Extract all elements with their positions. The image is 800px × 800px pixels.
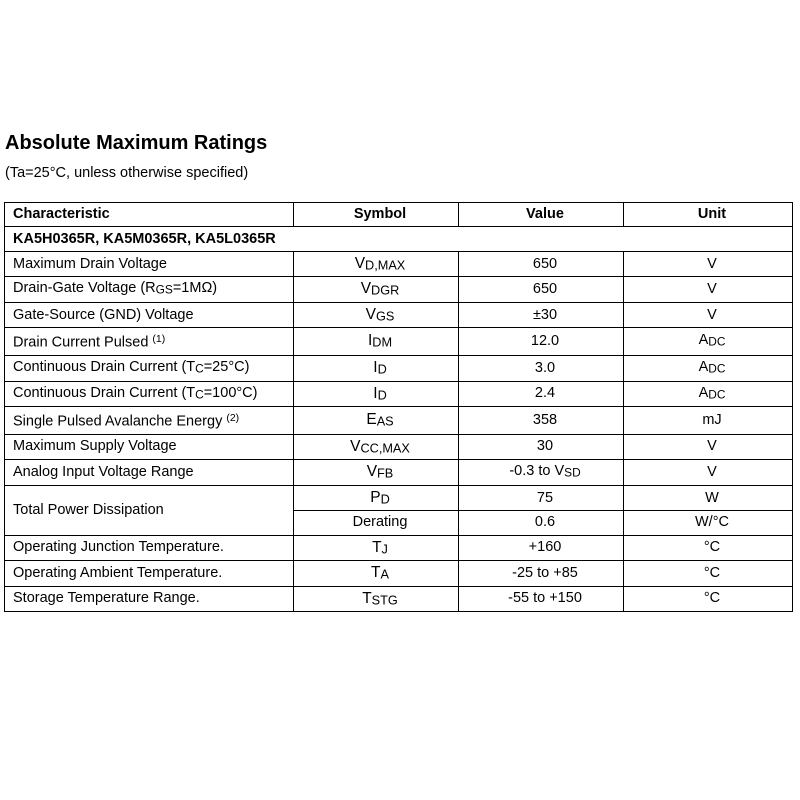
page-subtitle: (Ta=25°C, unless otherwise specified) — [5, 165, 249, 181]
symbol-cell — [294, 302, 459, 328]
table-row — [5, 277, 793, 303]
symbol-cell — [294, 535, 459, 561]
unit-text: V — [707, 306, 717, 323]
table-row — [5, 586, 793, 612]
header-value: Value — [459, 203, 624, 227]
symbol-text: I — [373, 359, 378, 377]
unit-cell: °C — [624, 586, 793, 612]
value-cell — [459, 460, 624, 486]
value-text: 30 — [536, 438, 554, 455]
value-text: -0.3 to V — [509, 463, 565, 480]
unit-cell: W — [624, 485, 793, 511]
unit-subscript: DC — [708, 361, 726, 376]
symbol-cell — [294, 356, 459, 382]
unit-cell: W/°C — [624, 511, 793, 535]
footnote-ref: (2) — [226, 413, 240, 425]
value-cell: 0.6 — [459, 511, 624, 535]
symbol-cell — [294, 434, 459, 460]
device-group-label: KA5H0365R, KA5M0365R, KA5L0365R — [5, 227, 793, 251]
characteristic-cell — [5, 407, 294, 435]
unit-cell — [624, 302, 793, 328]
symbol-subscript: D,MAX — [365, 257, 406, 273]
ratings-table — [4, 202, 793, 612]
symbol-text: Derating — [352, 514, 408, 531]
symbol-subscript: GS — [375, 308, 395, 324]
symbol-subscript: D — [377, 361, 387, 377]
symbol-subscript: D — [380, 491, 390, 507]
value-subscript: SD — [564, 465, 581, 480]
symbol-text: V — [365, 305, 376, 323]
characteristic-cell — [5, 381, 294, 407]
characteristic-tail: =100°C) — [203, 384, 258, 401]
symbol-subscript: CC,MAX — [360, 440, 410, 456]
value-cell — [459, 381, 624, 407]
symbol-cell — [294, 511, 459, 535]
ratings-table-body — [5, 227, 793, 612]
characteristic-text: Maximum Supply Voltage — [13, 438, 177, 455]
table-row — [5, 407, 793, 435]
symbol-text: V — [354, 254, 366, 272]
characteristic-tail: =25°C) — [203, 359, 250, 376]
unit-cell — [624, 460, 793, 486]
value-text: 3.0 — [534, 359, 556, 376]
unit-text: A — [698, 359, 709, 376]
unit-text: V — [707, 464, 717, 480]
footnote-ref: (1) — [152, 334, 166, 346]
table-row — [5, 485, 793, 511]
characteristic-cell: Total Power Dissipation — [5, 485, 294, 535]
unit-cell — [624, 407, 793, 435]
table-row — [5, 535, 793, 561]
symbol-text: E — [366, 411, 377, 429]
characteristic-text: Single Pulsed Avalanche Energy — [13, 413, 227, 430]
value-cell: -25 to +85 — [459, 561, 624, 587]
unit-subscript: DC — [708, 334, 726, 349]
symbol-cell — [294, 561, 459, 587]
characteristic-text: Drain-Gate Voltage (R — [13, 280, 156, 297]
value-text: 650 — [532, 281, 558, 298]
value-text: 12.0 — [530, 333, 560, 350]
symbol-text: I — [367, 332, 373, 350]
characteristic-cell — [5, 251, 294, 277]
value-cell — [459, 302, 624, 328]
unit-cell — [624, 434, 793, 460]
characteristic-text: Continuous Drain Current (T — [13, 359, 196, 376]
symbol-subscript: D — [377, 387, 387, 403]
page-title: Absolute Maximum Ratings — [5, 132, 268, 154]
value-cell — [459, 407, 624, 435]
symbol-subscript: J — [381, 541, 388, 557]
symbol-subscript: AS — [376, 413, 394, 429]
characteristic-subscript: C — [195, 361, 204, 376]
unit-subscript: DC — [708, 387, 726, 401]
table-row — [5, 328, 793, 356]
unit-text: V — [707, 438, 717, 455]
characteristic-cell — [5, 434, 294, 460]
table-row — [5, 302, 793, 328]
characteristic-cell — [5, 460, 294, 486]
unit-cell — [624, 277, 793, 303]
unit-text: V — [707, 255, 717, 272]
symbol-subscript: A — [380, 566, 389, 582]
symbol-text: V — [360, 280, 372, 298]
unit-cell — [624, 251, 793, 277]
characteristic-cell — [5, 302, 294, 328]
symbol-text: T — [371, 564, 381, 582]
unit-cell — [624, 356, 793, 382]
characteristic-text: Gate-Source (GND) Voltage — [13, 306, 194, 323]
characteristic-cell — [5, 277, 294, 303]
characteristic-text: Drain Current Pulsed — [13, 335, 153, 352]
characteristic-cell — [5, 328, 294, 356]
unit-text: A — [698, 384, 709, 401]
symbol-cell — [294, 251, 459, 277]
symbol-subscript: DM — [372, 334, 393, 350]
symbol-cell — [294, 485, 459, 511]
symbol-cell — [294, 586, 459, 612]
unit-text: V — [707, 281, 717, 298]
value-cell — [459, 328, 624, 356]
characteristic-cell: Storage Temperature Range. — [5, 586, 294, 612]
table-row — [5, 561, 793, 587]
symbol-cell — [294, 460, 459, 486]
header-unit: Unit — [624, 203, 793, 227]
unit-cell: °C — [624, 535, 793, 561]
symbol-text: I — [373, 384, 378, 402]
table-row — [5, 356, 793, 382]
symbol-subscript: DGR — [371, 282, 400, 298]
header-characteristic: Characteristic — [5, 203, 294, 227]
symbol-cell — [294, 381, 459, 407]
unit-cell — [624, 328, 793, 356]
symbol-cell — [294, 407, 459, 435]
value-cell — [459, 356, 624, 382]
characteristic-cell — [5, 356, 294, 382]
symbol-cell — [294, 328, 459, 356]
characteristic-tail: =1MΩ) — [172, 280, 218, 297]
table-row — [5, 460, 793, 486]
value-text: 358 — [532, 411, 558, 428]
value-text: 2.4 — [534, 385, 556, 402]
unit-text: A — [698, 332, 709, 349]
characteristic-text: Maximum Drain Voltage — [13, 255, 167, 272]
group-row — [5, 227, 793, 251]
characteristic-subscript: GS — [155, 282, 173, 297]
symbol-text: V — [350, 437, 361, 455]
value-text: ±30 — [532, 306, 558, 323]
table-row — [5, 251, 793, 277]
characteristic-cell: Operating Ambient Temperature. — [5, 561, 294, 587]
characteristic-cell: Operating Junction Temperature. — [5, 535, 294, 561]
header-row — [5, 203, 793, 227]
value-cell — [459, 251, 624, 277]
table-row — [5, 434, 793, 460]
symbol-text: T — [372, 538, 382, 556]
value-cell: -55 to +150 — [459, 586, 624, 612]
value-cell: 75 — [459, 485, 624, 511]
value-cell: +160 — [459, 535, 624, 561]
unit-text: mJ — [702, 411, 722, 428]
table-row — [5, 381, 793, 407]
header-symbol: Symbol — [294, 203, 459, 227]
unit-cell — [624, 381, 793, 407]
characteristic-text: Analog Input Voltage Range — [13, 464, 194, 480]
symbol-subscript: STG — [371, 592, 398, 608]
symbol-text: P — [370, 488, 381, 506]
symbol-subscript: FB — [377, 465, 394, 481]
value-cell — [459, 434, 624, 460]
value-text: 650 — [532, 255, 558, 272]
symbol-cell — [294, 277, 459, 303]
characteristic-subscript: C — [195, 387, 204, 401]
unit-cell: °C — [624, 561, 793, 587]
value-cell — [459, 277, 624, 303]
symbol-text: T — [362, 589, 372, 607]
symbol-text: V — [366, 463, 378, 481]
characteristic-text: Continuous Drain Current (T — [13, 384, 196, 401]
